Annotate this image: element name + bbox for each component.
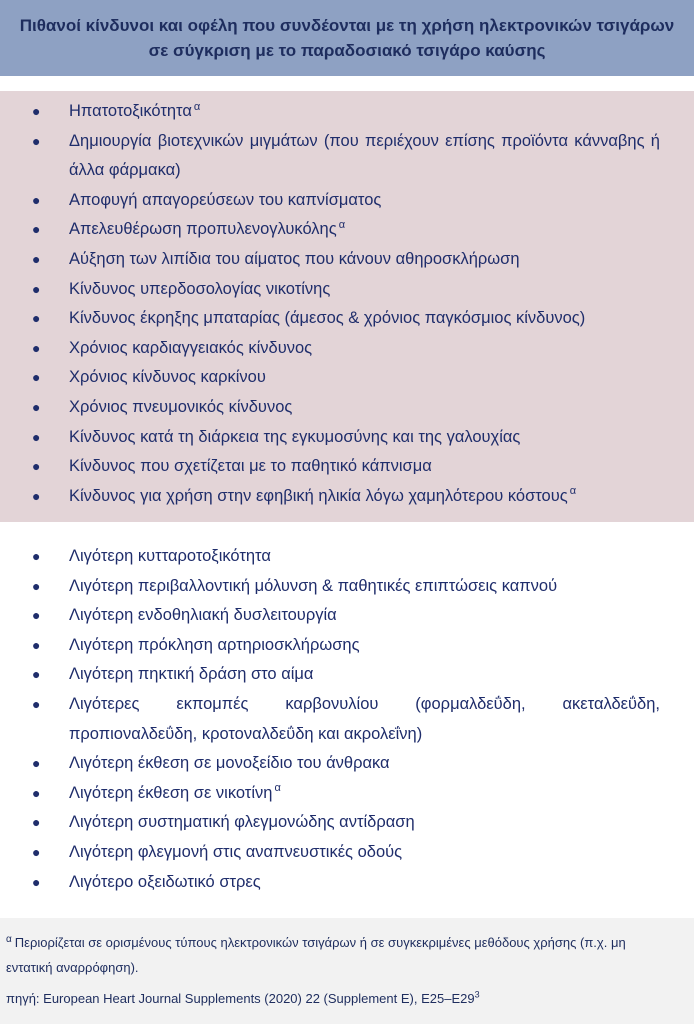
bullet-icon: ●	[32, 636, 41, 653]
risks-section	[0, 91, 694, 522]
risk-item-text: Χρόνιος κίνδυνος καρκίνου	[69, 368, 266, 387]
benefit-item-text: Λιγότερες εκπομπές καρβονυλίου (φορμαλδεΰδη, ακεταλδεΰδη, προπιοναλδεΰδη, κροτοναλδεΰδη και ακρολεΐνη)	[69, 694, 660, 743]
risk-item	[0, 127, 694, 186]
risk-item-text: Αύξηση των λιπίδια του αίματος που κάνουν αθηροσκλήρωση	[69, 249, 520, 268]
bullet-icon: ●	[32, 221, 41, 238]
footnote-marker: α	[338, 218, 346, 231]
risk-item-text: Χρόνιος καρδιαγγειακός κίνδυνος	[69, 338, 313, 357]
benefit-item-text: Λιγότερη έκθεση σε μονοξείδιο του άνθρακα	[69, 754, 390, 773]
bullet-icon: ●	[32, 458, 41, 475]
risk-item-text: Κίνδυνος έκρηξης μπαταρίας (άμεσος & χρόνιος παγκόσμιος κίνδυνος)	[69, 309, 586, 328]
benefit-item-text: Λιγότερη έκθεση σε νικοτίνη	[69, 783, 273, 802]
bullet-icon: ●	[32, 132, 41, 149]
risk-item	[0, 393, 694, 423]
bullet-icon: ●	[32, 695, 41, 712]
bullet-icon: ●	[32, 487, 41, 504]
footnote	[6, 930, 656, 980]
footnote-marker: α	[193, 100, 201, 113]
risk-item-text: Δημιουργία βιοτεχνικών μιγμάτων (που περιέχουν επίσης προϊόντα κάνναβης ή άλλα φάρμακα)	[69, 131, 660, 180]
bullet-icon: ●	[32, 398, 41, 415]
bullet-icon: ●	[32, 843, 41, 860]
bullet-icon: ●	[32, 310, 41, 327]
bullet-icon: ●	[32, 814, 41, 831]
risk-item	[0, 334, 694, 364]
benefit-item	[0, 838, 694, 868]
table-title: Πιθανοί κίνδυνοι και οφέλη που συνδέονται με τη χρήση ηλεκτρονικών τσιγάρων σε σύγκριση με το παραδοσιακό τσιγάρο καύσης	[19, 16, 675, 60]
bullet-icon: ●	[32, 191, 41, 208]
risk-item	[0, 245, 694, 275]
benefit-item-text: Λιγότερη πρόκληση αρτηριοσκλήρωσης	[69, 635, 360, 654]
benefit-item	[0, 868, 694, 898]
bullet-icon: ●	[32, 103, 41, 119]
benefit-item-text: Λιγότερο οξειδωτικό στρες	[69, 872, 261, 891]
benefit-item	[0, 572, 694, 602]
risk-item	[0, 215, 694, 245]
bullet-icon: ●	[32, 873, 41, 890]
source-citation	[6, 988, 480, 1010]
risk-item	[0, 275, 694, 305]
risk-item-text: Ηπατοτοξικότητα	[69, 102, 192, 120]
risks-list	[0, 97, 694, 511]
bullet-icon: ●	[32, 666, 41, 683]
risk-item	[0, 304, 694, 334]
benefits-list	[0, 542, 694, 897]
bullet-icon: ●	[32, 784, 41, 801]
benefit-item-text: Λιγότερη πηκτική δράση στο αίμα	[69, 665, 314, 684]
benefit-item-text: Λιγότερη ενδοθηλιακή δυσλειτουργία	[69, 606, 337, 625]
bullet-icon: ●	[32, 755, 41, 772]
bullet-icon: ●	[32, 339, 41, 356]
benefit-item	[0, 660, 694, 690]
benefit-item	[0, 601, 694, 631]
benefit-item	[0, 631, 694, 661]
benefit-item	[0, 542, 694, 572]
bullet-icon: ●	[32, 607, 41, 624]
risk-item-text: Κίνδυνος κατά τη διάρκεια της εγκυμοσύνης και της γαλουχίας	[69, 427, 521, 446]
bullet-icon: ●	[32, 369, 41, 386]
benefit-item	[0, 749, 694, 779]
footnotes	[0, 918, 694, 1024]
risk-item-text: Κίνδυνος υπερδοσολογίας νικοτίνης	[69, 279, 331, 298]
risk-item	[0, 423, 694, 453]
risk-item-text: Κίνδυνος για χρήση στην εφηβική ηλικία λόγω χαμηλότερου κόστους	[69, 486, 568, 505]
risk-item-text: Χρόνιος πνευμονικός κίνδυνος	[69, 397, 293, 416]
bullet-icon: ●	[32, 428, 41, 445]
bullet-icon: ●	[32, 548, 41, 564]
benefit-item-text: Λιγότερη φλεγμονή στις αναπνευστικές οδούς	[69, 842, 403, 861]
benefits-section	[0, 522, 694, 918]
risk-item	[0, 452, 694, 482]
footnote-text: Περιορίζεται σε ορισμένους τύπους ηλεκτρονικών τσιγάρων ή σε συγκεκριμένες μεθόδους χρήσης (π.χ. μη εντατική αναρρόφηση).	[6, 935, 626, 975]
risk-item-text: Απελευθέρωση προπυλενογλυκόλης	[69, 220, 337, 239]
benefit-item-text: Λιγότερη περιβαλλοντική μόλυνση & παθητικές επιπτώσεις καπνού	[69, 576, 558, 595]
source-text: πηγή: European Heart Journal Supplements (2020) 22 (Supplement E), E25–E29	[6, 991, 475, 1006]
benefit-item	[0, 779, 694, 809]
risk-item-text: Αποφυγή απαγορεύσεων του καπνίσματος	[69, 190, 382, 209]
risk-item	[0, 363, 694, 393]
footnote-marker: α	[569, 485, 577, 498]
footnote-marker: α	[274, 782, 281, 795]
risk-item-text: Κίνδυνος που σχετίζεται με το παθητικό κάπνισμα	[69, 457, 432, 476]
bullet-icon: ●	[32, 250, 41, 267]
benefit-item	[0, 808, 694, 838]
bullet-icon: ●	[32, 280, 41, 297]
source-reference: 3	[474, 989, 480, 1000]
footnote-mark: α	[6, 933, 12, 945]
benefit-item-text: Λιγότερη συστηματική φλεγμονώδης αντίδραση	[69, 813, 415, 832]
risk-item	[0, 186, 694, 216]
risk-item	[0, 482, 694, 512]
benefit-item-text: Λιγότερη κυτταροτοξικότητα	[69, 547, 271, 565]
table-header	[0, 0, 694, 76]
bullet-icon: ●	[32, 577, 41, 594]
risk-item	[0, 97, 694, 127]
benefit-item	[0, 690, 694, 749]
